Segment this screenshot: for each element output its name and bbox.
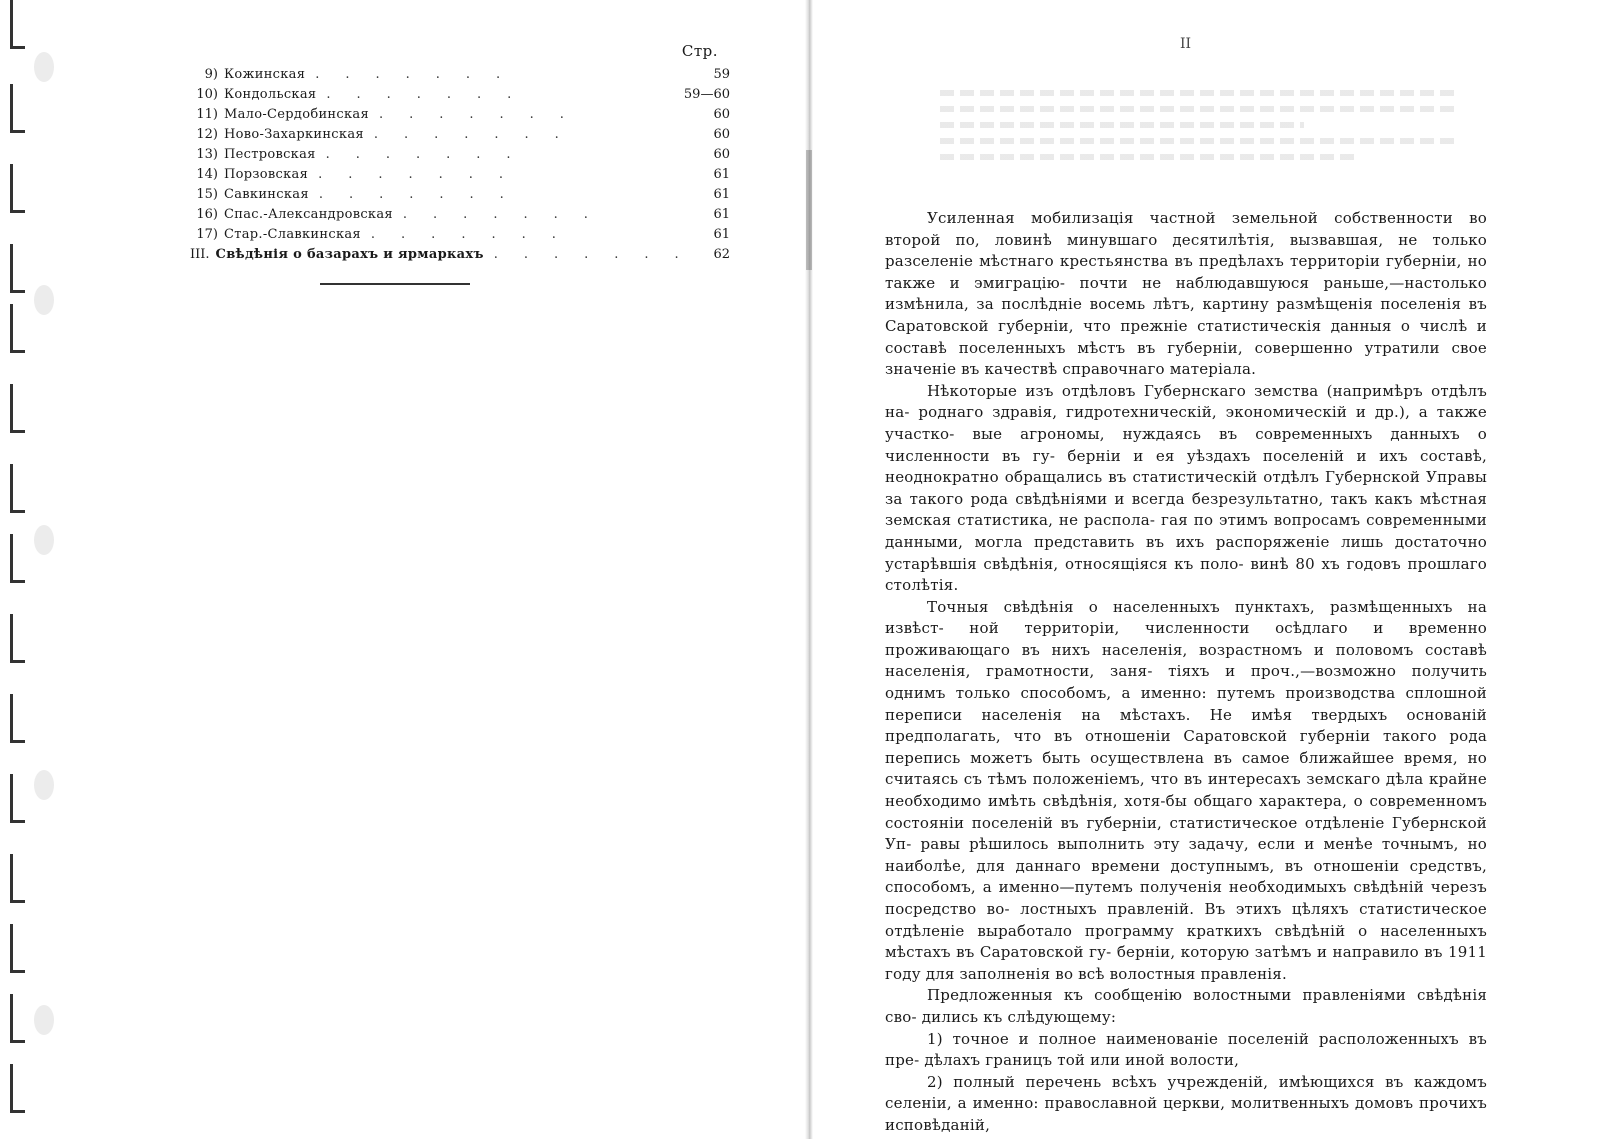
toc-row: 10) Кондольская ....... 59—60 [196,87,730,102]
page-number: II [1180,36,1192,52]
toc-row: 13) Пестровская ....... 60 [196,147,730,162]
toc-row: 9) Кожинская ....... 59 [204,67,730,82]
list-item: 2) полный перечень всѣхъ учрежденій, имѣющихся въ каждомъ селеніи, а именно: православной церкви, молитвенныхъ домовъ прочихъ исповѣданій, [885,1072,1487,1134]
toc-row: 15) Савкинская ....... 61 [196,187,730,202]
page-column-header: Стр. [681,42,718,60]
toc-row: 16) Спас.-Александровская ....... 61 [196,207,730,222]
spiral-binding [10,0,50,1139]
toc-row: 11) Мало-Сердобинская ....... 60 [196,107,730,122]
paragraph: Нѣкоторые изъ отдѣловъ Губернскаго земства (напримѣръ отдѣлъ на- роднаго здравія, гидротехническій, экономическій и др.), а также участко- вые агрономы, нуждаясь въ современныхъ данныхъ о численности въ гу- берніи и ея уѣздахъ поселеній и ихъ составѣ, неоднократно обращались въ статистическій отдѣлъ Губернской Управы за такого рода свѣдѣніями и всегда безрезультатно, такъ какъ мѣстная земская статистика, не распола- гая по этимъ вопросамъ современными данными, могла представить въ ихъ распоряженіе лишь достаточно устарѣвшія свѣдѣнія, относящіяся къ поло- винѣ 80 хъ годовъ прошлаго столѣтія. [885,381,1487,595]
toc-row: 12) Ново-Захаркинская ....... 60 [196,127,730,142]
table-of-contents [190,42,730,285]
body-text [885,208,1487,1137]
paragraph: Предложенныя къ сообщенію волостными правленіями свѣдѣнія сво- дились къ слѣдующему: [885,986,1487,1026]
paragraph: Точныя свѣдѣнія о населенныхъ пунктахъ, размѣщенныхъ на извѣст- ной территоріи, численности осѣдлаго и временно проживающаго въ нихъ населенія, возрастномъ и половомъ составѣ населенія, грамотности, заня- тіяхъ и проч.,—возможно получить однимъ только способомъ, а именно: путемъ производства сплошной переписи населенія на мѣстахъ. Не имѣя твердыхъ основаній предполагать, что въ отношеніи Саратовской губерніи такого рода перепись можетъ быть осуществлена въ самое ближайшее время, но считаясь съ тѣмъ положеніемъ, что въ интересахъ земскаго дѣла крайне необходимо имѣть свѣдѣнія, хотя-бы общаго характера, о современномъ состояніи поселеній въ губерніи, статистическое отдѣленіе Губернской Уп- равы рѣшилось выполнить эту задачу, если и менѣе точнымъ, но наиболѣе, для даннаго времени доступнымъ, въ отношеніи средствъ, способомъ, а именно—путемъ полученія необходимыхъ свѣдѣній черезъ посредство во- лостныхъ правленій. Въ этихъ цѣляхъ статистическое отдѣленіе выработало программу краткихъ свѣдѣній о населенныхъ мѣстахъ въ Саратовской гу- берніи, которую затѣмъ и направило въ 1911 году для заполненія во всѣ волостныя правленія. [885,597,1487,983]
list-item: 1) точное и полное наименованіе поселеній расположенныхъ въ пре- дѣлахъ границъ той или иной волости, [885,1029,1487,1070]
gutter-shadow [806,150,812,270]
bleed-through-text [940,80,1460,190]
paragraph: Усиленная мобилизація частной земельной собственности во второй по, ловинѣ минувшаго десятилѣтія, вызвавшая, не только разселеніе мѣстнаго крестьянства въ предѣлахъ территоріи губерніи, но также и эмиграцію- почти не наблюдавшуюся раньше,—настолько измѣнила, за послѣдніе восемь лѣтъ, картину размѣщенія поселенія въ Саратовской губерніи, что прежніе статистическія данныя о числѣ и составѣ поселенныхъ мѣстъ въ губерніи, совершенно утратили свое значеніе въ качествѣ справочнаго матеріала. [885,209,1487,379]
toc-section-row: III. Свѣдѣнія о базарахъ и ярмаркахъ ....... 62 [190,247,730,262]
toc-row: 17) Стар.-Славкинская ....... 61 [196,227,730,242]
section-divider [320,283,470,285]
toc-row: 14) Порзовская ....... 61 [196,167,730,182]
